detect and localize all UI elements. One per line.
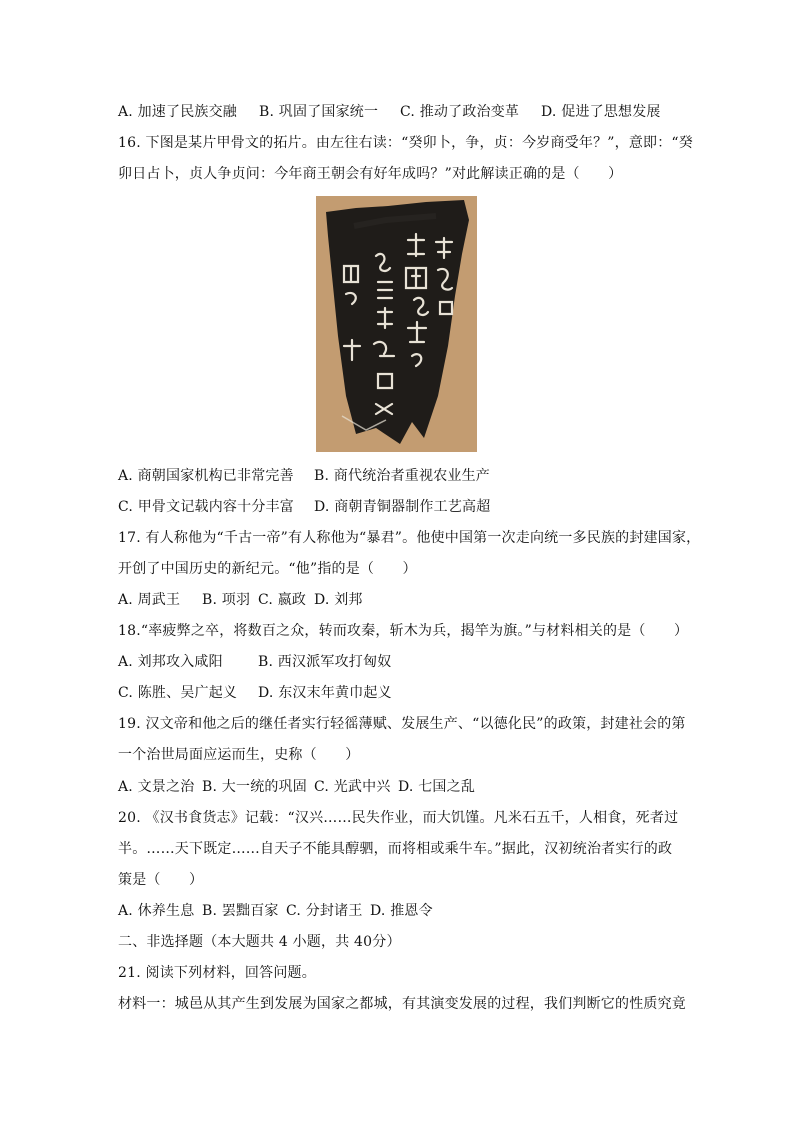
q20-option-c[interactable]: C. 分封诸王 (286, 903, 363, 919)
q18-options-row-1 (118, 652, 391, 672)
q18-option-d[interactable]: D. 东汉末年黄巾起义 (258, 685, 392, 701)
q20-option-d[interactable]: D. 推恩令 (370, 903, 433, 919)
q16-options-row-2 (118, 497, 490, 517)
q16-stem-line-1: 16. 下图是某片甲骨文的拓片。由左往右读：“癸卯卜，争，贞：今岁商受年？”，意即：“癸 (118, 135, 693, 151)
q16-option-c[interactable]: C. 甲骨文记载内容十分丰富 (118, 499, 294, 515)
q19-stem-line-2: 一个治世局面应运而生，史称（ ） (118, 747, 360, 763)
q15-option-d[interactable]: D. 促进了思想发展 (541, 104, 661, 120)
q18-option-b[interactable]: B. 西汉派军攻打匈奴 (258, 654, 392, 670)
q15-option-b[interactable]: B. 巩固了国家统一 (259, 104, 379, 120)
q18-stem-line-1: 18.“率疲弊之卒，将数百之众，转而攻秦，斩木为兵，揭竿为旗。”与材料相关的是（ ） (118, 623, 689, 639)
q16-stem-line-2: 卯日占卜，贞人争贞问：今年商王朝会有好年成吗？”对此解读正确的是（ ） (118, 166, 623, 182)
oracle-bone-rubbing-svg (316, 196, 477, 452)
q20-stem-line-2: 半。……天下既定……自天子不能具醇驷，而将相或乘牛车。”据此，汉初统治者实行的政 (118, 841, 673, 857)
q20-option-b[interactable]: B. 罢黜百家 (202, 903, 279, 919)
q19-option-d[interactable]: D. 七国之乱 (398, 779, 476, 795)
q16-option-b[interactable]: B. 商代统治者重视农业生产 (314, 468, 490, 484)
q17-option-c[interactable]: C. 嬴政 (258, 592, 307, 608)
q19-options-row (118, 777, 475, 797)
section-heading: 二、非选择题（本大题共 4 小题，共 40分） (118, 934, 401, 950)
q17-option-b[interactable]: B. 项羽 (202, 592, 251, 608)
q18-options-row-2 (118, 683, 392, 703)
q17-option-d[interactable]: D. 刘邦 (314, 592, 363, 608)
q20-options-row (118, 901, 433, 921)
q19-option-a[interactable]: A. 文景之治 (118, 779, 195, 795)
q19-option-c[interactable]: C. 光武中兴 (314, 779, 391, 795)
q17-option-a[interactable]: A. 周武王 (118, 592, 181, 608)
q17-options-row (118, 590, 363, 610)
q20-stem-line-1: 20. 《汉书食货志》记载：“汉兴……民失作业，而大饥馑。凡米石五千，人相食，死者过 (118, 810, 679, 826)
q20-stem-line-3: 策是（ ） (118, 872, 204, 888)
q17-stem-line-1: 17. 有人称他为“千古一帝”有人称他为“暴君”。他使中国第一次走向统一多民族的封建国家， (118, 530, 701, 546)
q19-stem-line-1: 19. 汉文帝和他之后的继任者实行轻徭薄赋、发展生产、“以德化民”的政策，封建社会的第 (118, 716, 686, 732)
q15-option-a[interactable]: A. 加速了民族交融 (118, 104, 238, 120)
q19-option-b[interactable]: B. 大一统的巩固 (202, 779, 307, 795)
q21-stem-line-1: 21. 阅读下列材料，回答问题。 (118, 965, 316, 981)
q18-option-c[interactable]: C. 陈胜、吴广起义 (118, 685, 238, 701)
q21-material-line-1: 材料一：城邑从其产生到发展为国家之都城，有其演变发展的过程，我们判断它的性质究竟 (118, 996, 686, 1012)
q16-options-row-1 (118, 466, 490, 486)
q18-option-a[interactable]: A. 刘邦攻入咸阳 (118, 654, 223, 670)
q16-option-d[interactable]: D. 商朝青铜器制作工艺高超 (314, 499, 491, 515)
oracle-bone-rubbing-image (316, 196, 477, 452)
q20-option-a[interactable]: A. 休养生息 (118, 903, 195, 919)
q17-stem-line-2: 开创了中国历史的新纪元。“他”指的是（ ） (118, 561, 417, 577)
q16-option-a[interactable]: A. 商朝国家机构已非常完善 (118, 468, 294, 484)
q15-option-c[interactable]: C. 推动了政治变革 (400, 104, 520, 120)
q15-options-row (118, 102, 661, 122)
